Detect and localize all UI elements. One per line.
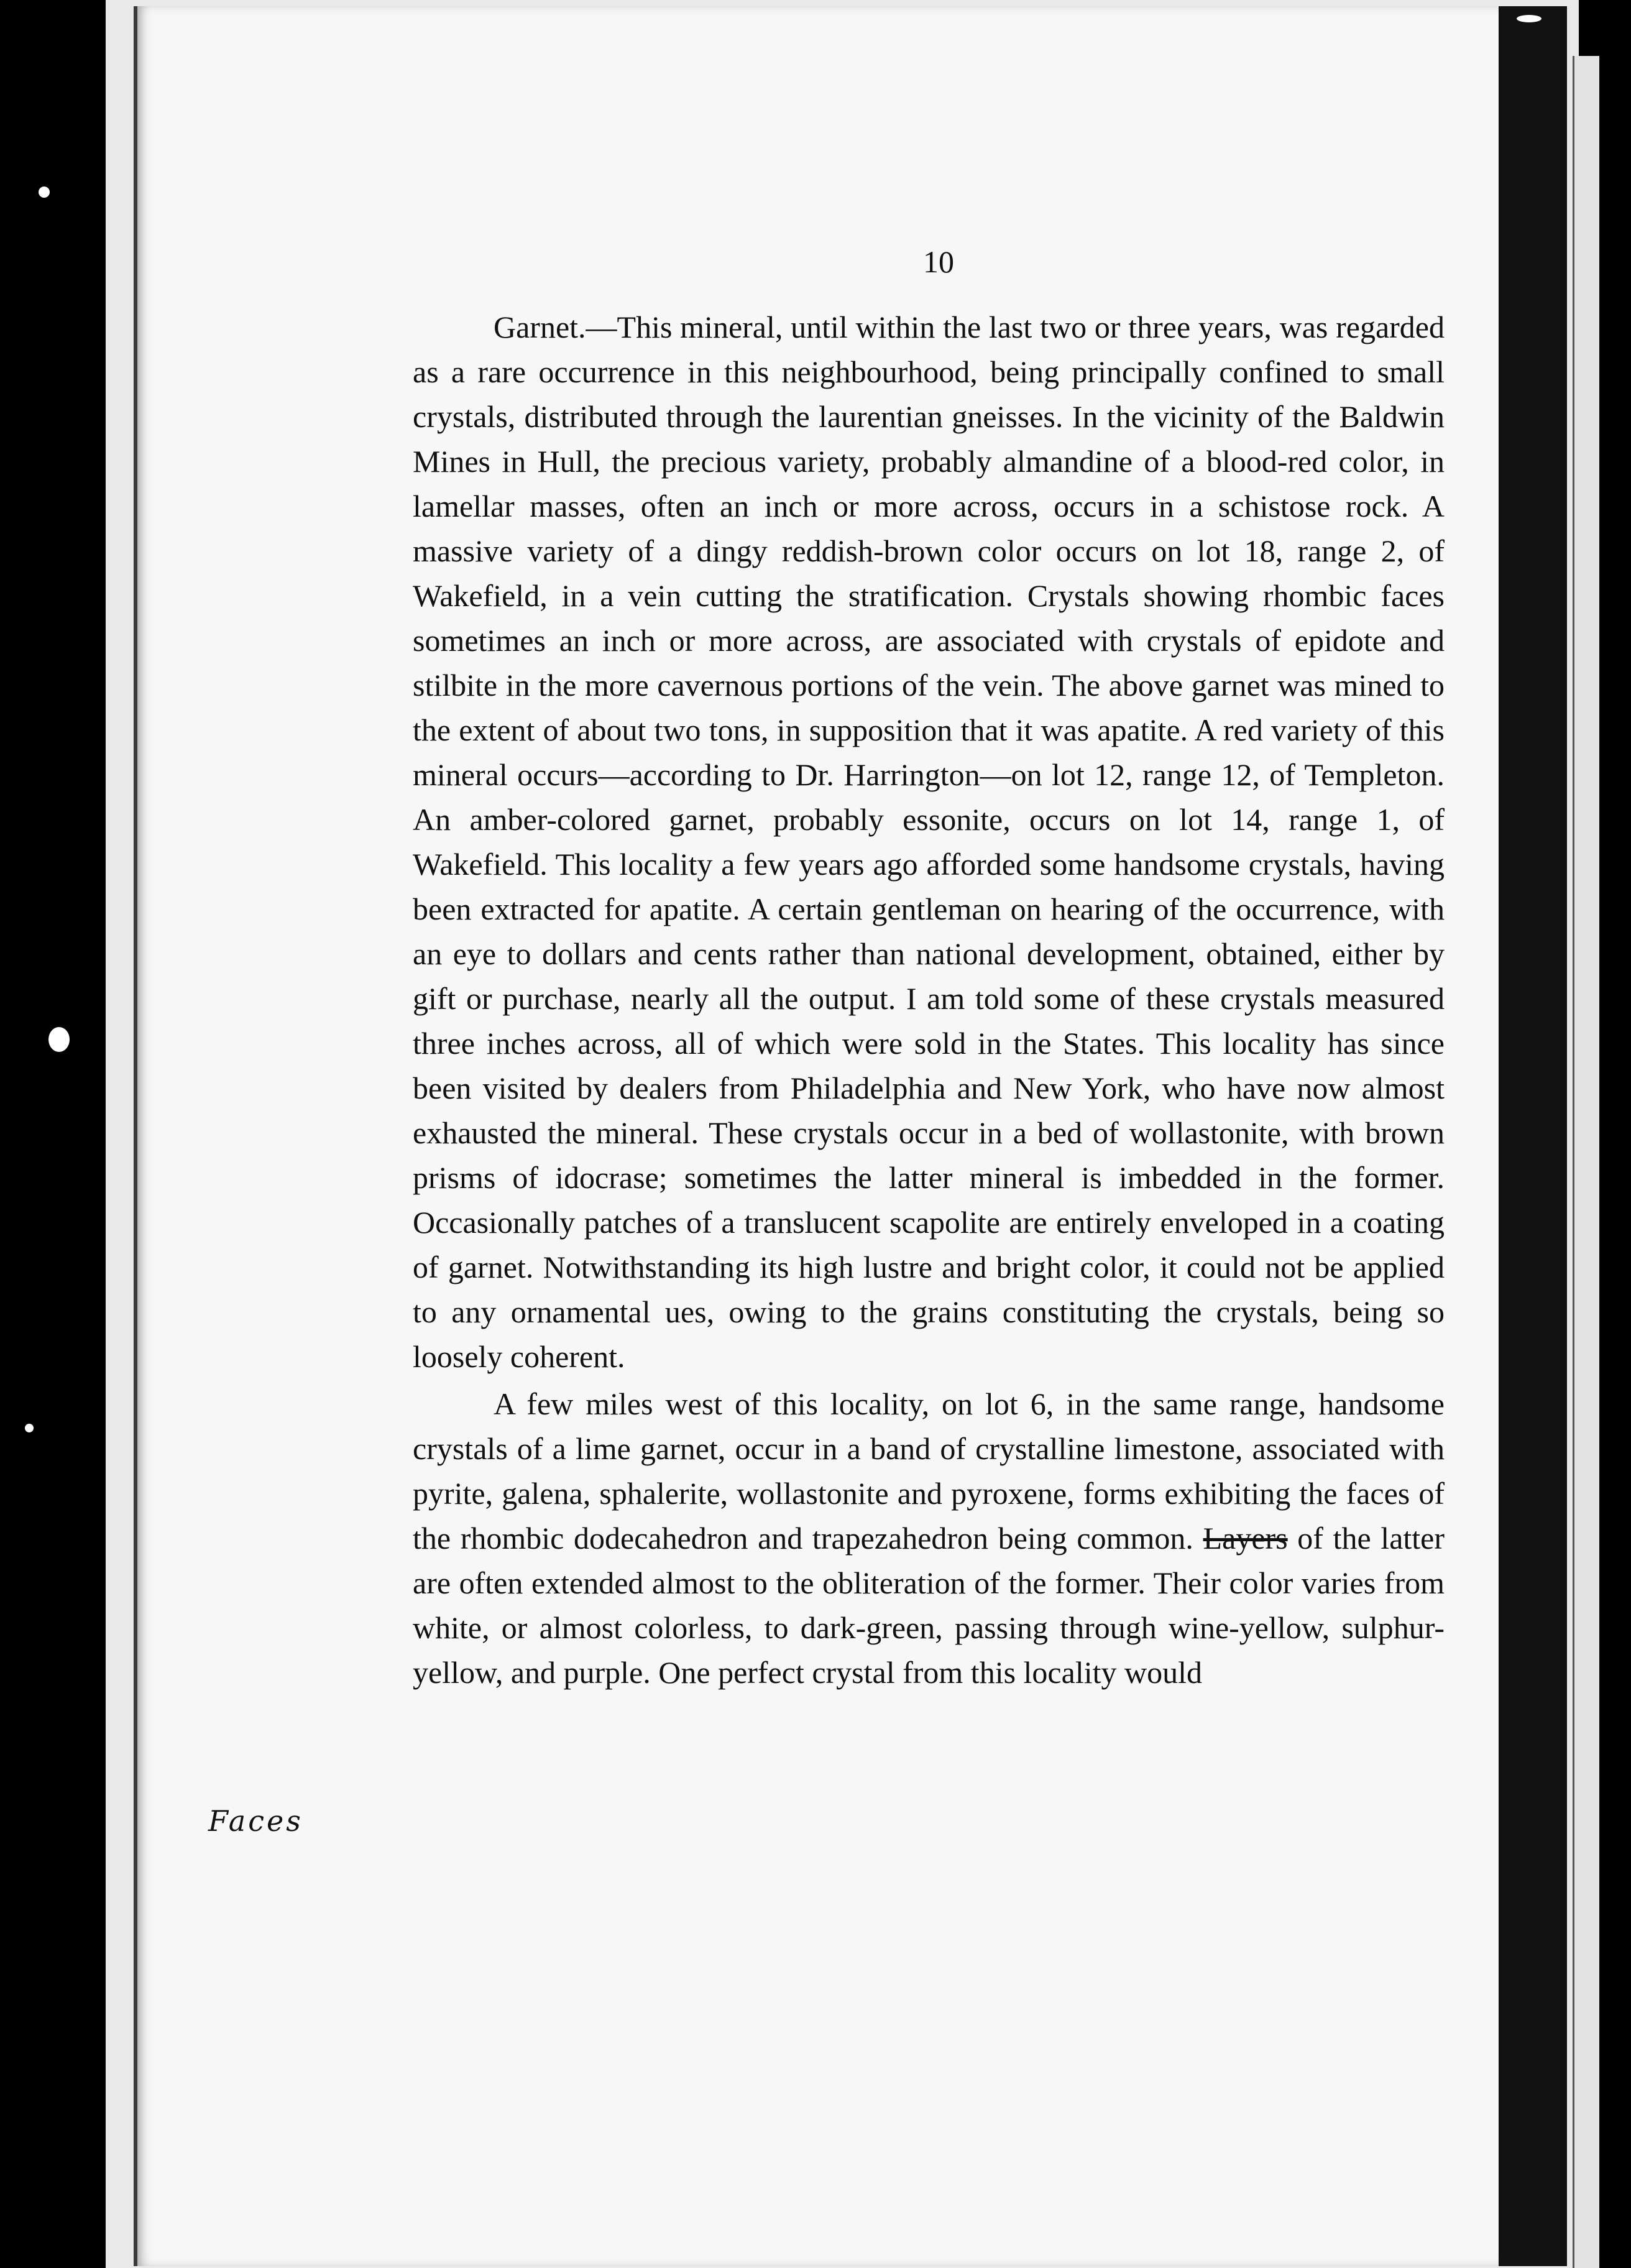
- page-number: 10: [923, 244, 954, 279]
- scan-speck: [1517, 15, 1541, 22]
- scan-speck: [25, 1424, 34, 1432]
- scan-right-edge: [1499, 6, 1567, 2266]
- scan-speck: [48, 1027, 70, 1052]
- body-text: [413, 305, 1445, 1695]
- handwritten-margin-note: Faces: [208, 1804, 303, 1838]
- struck-word: Layers: [1203, 1521, 1288, 1556]
- scan-speck: [39, 187, 50, 198]
- next-page-edge: [1573, 56, 1599, 2268]
- paragraph-text: of the latter are often extended almost to the obliteration of the former. Their color varies from white, or almost colorless, to dark-green, passing through wine-yellow, sulphur-yellow, and purple. One perfect crystal from this locality would: [413, 1521, 1445, 1690]
- paragraph: Garnet.—This mineral, until within the last two or three years, was regarded as a rare occurrence in this neighbourhood, being principally confined to small crystals, distributed through the laurentian gneisses. In the vicinity of the Baldwin Mines in Hull, the precious variety, probably almandine of a blood-red color, in lamellar masses, often an inch or more across, occurs in a schistose rock. A massive variety of a dingy reddish-brown color occurs on lot 18, range 2, of Wakefield, in a vein cutting the stratification. Crystals showing rhombic faces sometimes an inch or more across, are associated with crystals of epidote and stilbite in the more cavernous portions of the vein. The above garnet was mined to the extent of about two tons, in supposition that it was apatite. A red variety of this mineral occurs—according to Dr. Harrington—on lot 12, range 12, of Templeton. An amber-colored garnet, probably essonite, occurs on lot 14, range 1, of Wakefield. This locality a few years ago afforded some handsome crystals, having been extracted for apatite. A certain gentleman on hearing of the occurrence, with an eye to dollars and cents rather than national development, obtained, either by gift or purchase, nearly all the output. I am told some of these crystals measured three inches across, all of which were sold in the States. This locality has since been visited by dealers from Philadelphia and New York, who have now almost exhausted the mineral. These crystals occur in a bed of wollastonite, with brown prisms of idocrase; sometimes the latter mineral is imbedded in the former. Occasionally patches of a translucent scapolite are entirely enveloped in a coating of garnet. Notwithstanding its high lustre and bright color, it could not be applied to any ornamental ues, owing to the grains constituting the crystals, being so loosely coherent.: [413, 310, 1445, 1374]
- paragraph-text: A few miles west of this locality, on lot 6, in the same range, handsome crystals of a lime garnet, occur in a band of crystalline limestone, associated with pyrite, galena, sphalerite, wollastonite and pyroxene, forms exhibiting the faces of the rhombic dodecahedron and trapezahedron being common.: [413, 1386, 1445, 1556]
- paragraph: [413, 1381, 1445, 1695]
